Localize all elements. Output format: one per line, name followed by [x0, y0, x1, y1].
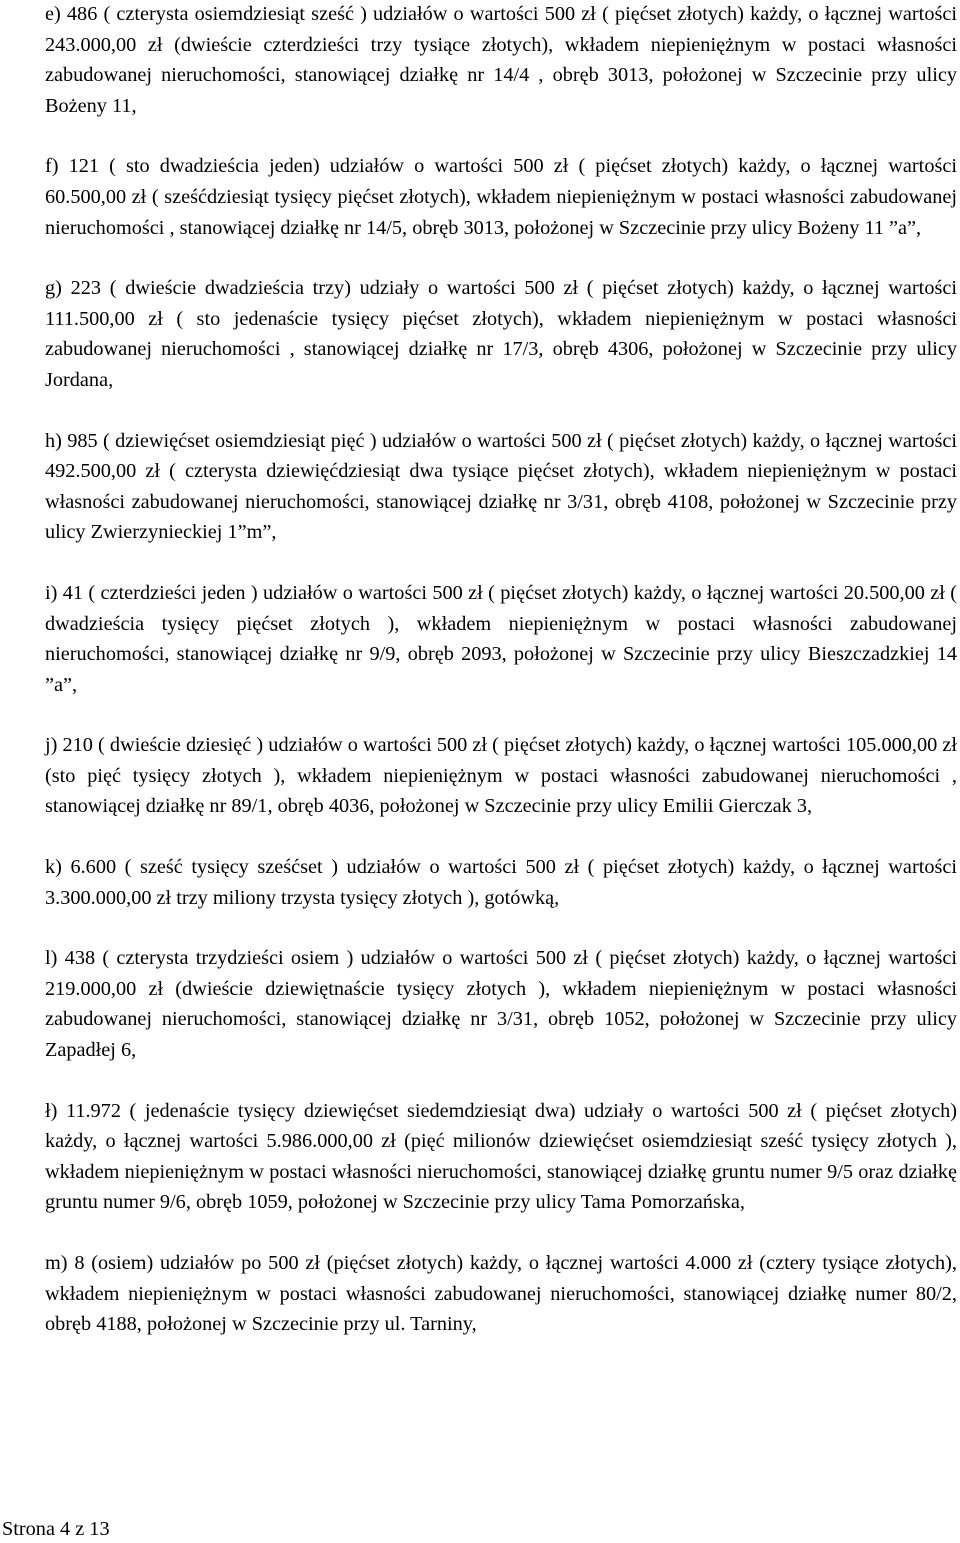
paragraph-g: g) 223 ( dwieście dwadzieścia trzy) udziały o wartości 500 zł ( pięćset złotych) każdy, o łącznej wartości 111.500,00 zł ( sto jedenaście tysięcy pięćset złotych), wkładem niepieniężnym w postaci własności zabudowanej nieruchomości , stanowiącej działkę nr 17/3, obręb 4306, położonej w Szczecinie przy ulicy Jordana,: [45, 277, 957, 391]
paragraph-l: l) 438 ( czterysta trzydzieści osiem ) udziałów o wartości 500 zł ( pięćset złotych) każdy, o łącznej wartości 219.000,00 zł (dwieście dziewiętnaście tysięcy złotych ), wkładem niepieniężnym w postaci własności zabudowanej nieruchomości, stanowiącej działkę nr 3/31, obręb 1052, położonej w Szczecinie przy ulicy Zapadłej 6,: [45, 947, 957, 1062]
paragraph-e: e) 486 ( czterysta osiemdziesiąt sześć ) udziałów o wartości 500 zł ( pięćset złotych) każdy, o łącznej wartości 243.000,00 zł (dwieście czterdzieści trzy tysiące złotych), wkładem niepieniężnym w postaci własności zabudowanej nieruchomości, stanowiącej działkę nr 14/4 , obręb 3013, położonej w Szczecinie przy ulicy Bożeny 11,: [45, 3, 957, 117]
paragraph-l-stroke: ł) 11.972 ( jedenaście tysięcy dziewięćset siedemdziesiąt dwa) udziały o wartości 500 zł ( pięćset złotych) każdy, o łącznej wartości 5.986.000,00 zł (pięć milionów dziewięćset osiemdziesiąt sześć tysięcy złotych ), wkładem niepieniężnym w postaci własności nieruchomości, stanowiącej działkę gruntu numer 9/5 oraz działkę gruntu numer 9/6, obręb 1059, położonej w Szczecinie przy ulicy Tama Pomorzańska,: [45, 1099, 957, 1214]
paragraph-f: f) 121 ( sto dwadzieścia jeden) udziałów o wartości 500 zł ( pięćset złotych) każdy, o łącznej wartości 60.500,00 zł ( sześćdziesiąt tysięcy pięćset złotych), wkładem niepieniężnym w postaci własności zabudowanej nieruchomości , stanowiącej działkę nr 14/5, obręb 3013, położonej w Szczecinie przy ulicy Bożeny 11 ”a”,: [45, 155, 957, 239]
paragraph-k: k) 6.600 ( sześć tysięcy sześćset ) udziałów o wartości 500 zł ( pięćset złotych) każdy, o łącznej wartości 3.300.000,00 zł trzy miliony trzysta tysięcy złotych ), gotówką,: [45, 856, 957, 909]
document-page: [45, 0, 957, 1370]
paragraph-h: h) 985 ( dziewięćset osiemdziesiąt pięć ) udziałów o wartości 500 zł ( pięćset złotych) każdy, o łącznej wartości 492.500,00 zł ( czterysta dziewięćdziesiąt dwa tysiące pięćset złotych), wkładem niepieniężnym w postaci własności zabudowanej nieruchomości, stanowiącej działkę nr 3/31, obręb 4108, położonej w Szczecinie przy ulicy Zwierzynieckiej 1”m”,: [45, 429, 957, 544]
paragraph-i: i) 41 ( czterdzieści jeden ) udziałów o wartości 500 zł ( pięćset złotych) każdy, o łącznej wartości 20.500,00 zł ( dwadzieścia tysięcy pięćset złotych ), wkładem niepieniężnym w postaci własności zabudowanej nieruchomości, stanowiącej działkę nr 9/9, obręb 2093, położonej w Szczecinie przy ulicy Bieszczadzkiej 14 ”a”,: [45, 581, 957, 696]
page-number-footer: Strona 4 z 13: [2, 1518, 110, 1540]
paragraph-j: j) 210 ( dwieście dziesięć ) udziałów o wartości 500 zł ( pięćset złotych) każdy, o łącznej wartości 105.000,00 zł (sto pięć tysięcy złotych ), wkładem niepieniężnym w postaci własności zabudowanej nieruchomości , stanowiącej działkę nr 89/1, obręb 4036, położonej w Szczecinie przy ulicy Emilii Gierczak 3,: [45, 734, 957, 818]
paragraph-m: m) 8 (osiem) udziałów po 500 zł (pięćset złotych) każdy, o łącznej wartości 4.000 zł (cztery tysiące złotych), wkładem niepieniężnym w postaci własności zabudowanej nieruchomości, stanowiącej działkę numer 80/2, obręb 4188, położonej w Szczecinie przy ul. Tarniny,: [45, 1252, 957, 1336]
